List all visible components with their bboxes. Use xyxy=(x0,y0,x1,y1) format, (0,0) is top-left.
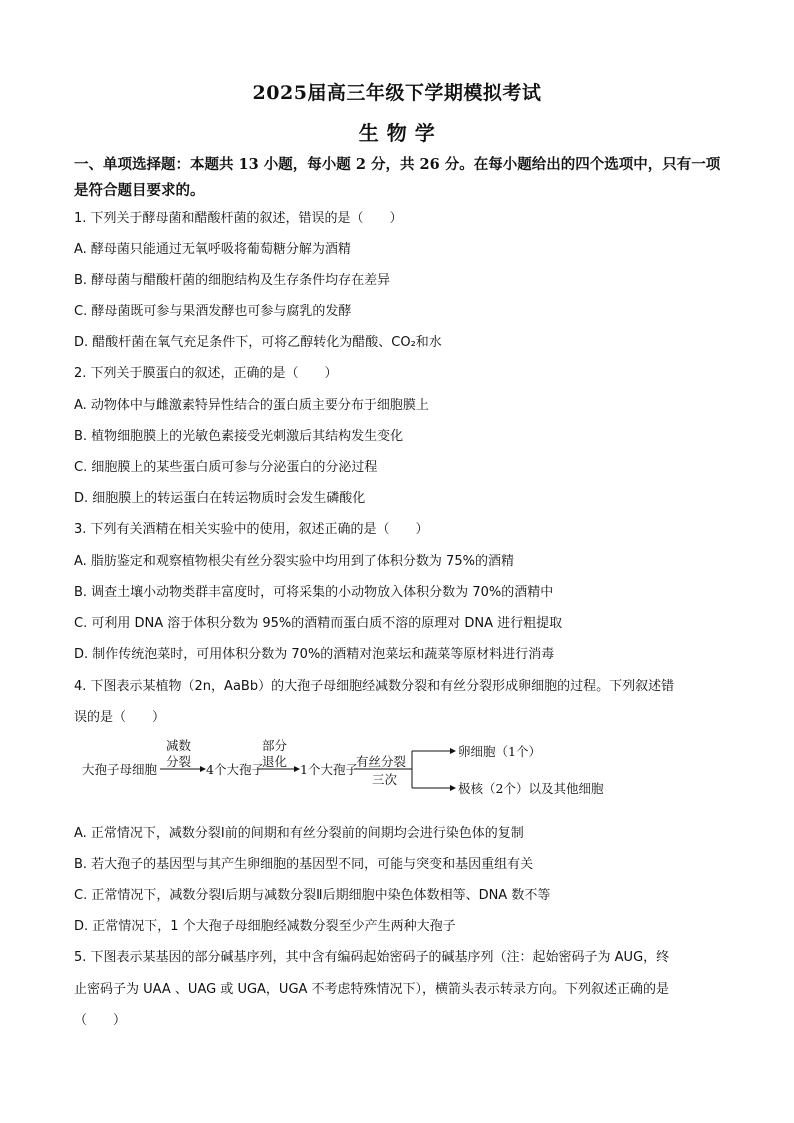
diagram-step1-top: 减数 xyxy=(166,738,192,753)
question-3-option-c: C. 可利用 DNA 溶于体积分数为 95%的酒精而蛋白质不溶的原理对 DNA 进行粗提取 xyxy=(74,616,563,631)
question-5-stem-line-2: 止密码子为 UAA 、UAG 或 UGA，UGA 不考虑特殊情况下），横箭头表示转录方向。下列叙述正确的是 xyxy=(74,982,670,997)
question-3-option-b: B. 调查土壤小动物类群丰富度时，可将采集的小动物放入体积分数为 70%的酒精中 xyxy=(74,585,554,600)
diagram-output-egg: 卵细胞（1个） xyxy=(458,744,541,759)
question-3-option-a: A. 脂肪鉴定和观察植物根尖有丝分裂实验中均用到了体积分数为 75%的酒精 xyxy=(74,554,514,569)
question-1-option-d: D. 醋酸杆菌在氧气充足条件下，可将乙醇转化为醋酸、CO₂和水 xyxy=(74,335,442,350)
exam-title: 2025届高三年级下学期模拟考试 xyxy=(252,82,542,104)
subject-title: 生 物 学 xyxy=(358,121,436,145)
diagram-arrowhead-lower xyxy=(450,785,456,791)
question-3-stem: 3. 下列有关酒精在相关实验中的使用，叙述正确的是（ ） xyxy=(74,522,429,537)
diagram-step3-bottom: 三次 xyxy=(372,772,398,787)
question-3-option-d: D. 制作传统泡菜时，可用体积分数为 70%的酒精对泡菜坛和蔬菜等原材料进行消毒 xyxy=(74,647,555,662)
diagram-node-2: 1个大孢子 xyxy=(300,762,358,777)
question-2-option-d: D. 细胞膜上的转运蛋白在转运物质时会发生磷酸化 xyxy=(74,491,366,506)
diagram-node-1: 4个大孢子 xyxy=(206,762,264,777)
diagram-start-label: 大孢子母细胞 xyxy=(82,762,158,777)
megaspore-process-diagram xyxy=(78,738,608,804)
question-4-option-c: C. 正常情况下，减数分裂Ⅰ后期与减数分裂Ⅱ后期细胞中染色体数相等、DNA 数不等 xyxy=(74,888,551,903)
question-4-option-b: B. 若大孢子的基因型与其产生卵细胞的基因型不同，可能与突变和基因重组有关 xyxy=(74,857,534,872)
question-2-stem: 2. 下列关于膜蛋白的叙述，正确的是（ ） xyxy=(74,366,338,381)
diagram-output-polar: 极核（2个）以及其他细胞 xyxy=(458,781,604,796)
diagram-step2-bottom: 退化 xyxy=(262,754,288,769)
question-1-option-a: A. 酵母菌只能通过无氧呼吸将葡萄糖分解为酒精 xyxy=(74,242,351,257)
question-4-option-a: A. 正常情况下，减数分裂Ⅰ前的间期和有丝分裂前的间期均会进行染色体的复制 xyxy=(74,826,524,841)
question-4-stem-line-2: 误的是（ ） xyxy=(74,710,166,725)
question-2-option-a: A. 动物体中与雌激素特异性结合的蛋白质主要分布于细胞膜上 xyxy=(74,398,429,413)
question-2-option-c: C. 细胞膜上的某些蛋白质可参与分泌蛋白的分泌过程 xyxy=(74,460,378,475)
question-4-stem-line-1: 4. 下图表示某植物（2n，AaBb）的大孢子母细胞经减数分裂和有丝分裂形成卵细胞的过程。下列叙述错 xyxy=(74,679,675,694)
diagram-step2-top: 部分 xyxy=(262,738,288,753)
question-1-stem: 1. 下列关于酵母菌和醋酸杆菌的叙述，错误的是（ ） xyxy=(74,211,403,226)
diagram-step3-top: 有丝分裂 xyxy=(356,754,407,769)
question-1-option-b: B. 酵母菌与醋酸杆菌的细胞结构及生存条件均存在差异 xyxy=(74,273,391,288)
diagram-arrowhead-upper xyxy=(450,748,456,754)
section-heading: 一、单项选择题：本题共 13 小题，每小题 2 分，共 26 分。在每小题给出的四个选项中，只有一项是符合题目要求的。 xyxy=(74,156,721,199)
question-2-option-b: B. 植物细胞膜上的光敏色素接受光刺激后其结构发生变化 xyxy=(74,429,404,444)
question-5-stem-line-1: 5. 下图表示某基因的部分碱基序列，其中含有编码起始密码子的碱基序列（注：起始密码子为 AUG，终 xyxy=(74,950,670,965)
question-1-option-c: C. 酵母菌既可参与果酒发酵也可参与腐乳的发酵 xyxy=(74,304,352,319)
diagram-step1-bottom: 分裂 xyxy=(166,754,192,769)
question-4-option-d: D. 正常情况下，1 个大孢子母细胞经减数分裂至少产生两种大孢子 xyxy=(74,919,456,934)
question-5-stem-line-3: （ ） xyxy=(74,1013,127,1028)
